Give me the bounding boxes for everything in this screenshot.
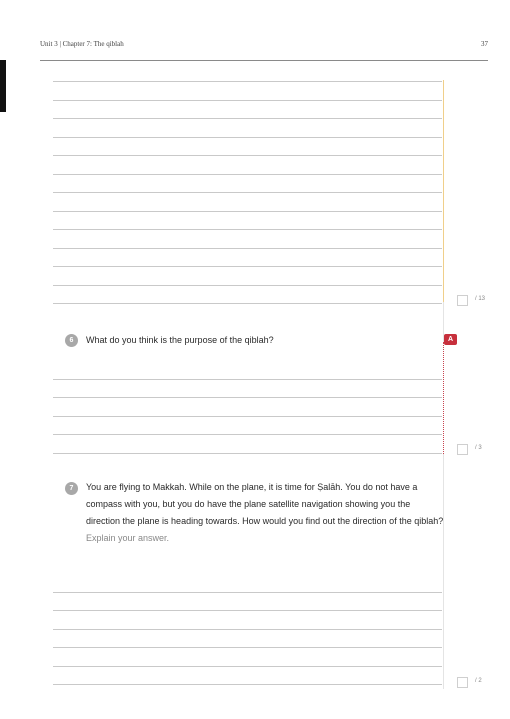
answer-line[interactable] xyxy=(53,416,442,417)
margin-rule-red xyxy=(443,342,444,454)
answer-line[interactable] xyxy=(53,229,442,230)
answer-line[interactable] xyxy=(53,610,442,611)
answer-line[interactable] xyxy=(53,629,442,630)
score-checkbox[interactable] xyxy=(457,295,468,306)
answer-line[interactable] xyxy=(53,453,442,454)
answer-line[interactable] xyxy=(53,118,442,119)
question-6-text: What do you think is the purpose of the qiblah? xyxy=(86,335,274,345)
answer-line[interactable] xyxy=(53,174,442,175)
answer-line[interactable] xyxy=(53,684,442,685)
question-number-6: 6 xyxy=(65,334,78,347)
answer-line[interactable] xyxy=(53,137,442,138)
question-number-7: 7 xyxy=(65,482,78,495)
answer-line[interactable] xyxy=(53,666,442,667)
score-checkbox[interactable] xyxy=(457,677,468,688)
score-box-3 xyxy=(457,677,497,689)
question-7 xyxy=(86,479,446,547)
answer-line[interactable] xyxy=(53,285,442,286)
answer-line[interactable] xyxy=(53,211,442,212)
answer-line[interactable] xyxy=(53,192,442,193)
answer-line[interactable] xyxy=(53,266,442,267)
answer-line[interactable] xyxy=(53,592,442,593)
answer-line[interactable] xyxy=(53,397,442,398)
score-box-1 xyxy=(457,295,497,307)
margin-rule-gold xyxy=(443,80,444,302)
question-7-instruction: Explain your answer. xyxy=(86,533,170,543)
assessment-badge: A xyxy=(444,334,457,345)
score-box-2 xyxy=(457,444,497,456)
answer-line[interactable] xyxy=(53,434,442,435)
chapter-tab xyxy=(0,60,6,112)
page-header xyxy=(40,38,488,61)
answer-line[interactable] xyxy=(53,100,442,101)
chapter-title: Unit 3 | Chapter 7: The qiblah xyxy=(40,40,124,48)
answer-line[interactable] xyxy=(53,155,442,156)
answer-line[interactable] xyxy=(53,303,442,304)
score-checkbox[interactable] xyxy=(457,444,468,455)
question-7-text: You are flying to Makkah. While on the plane, it is time for Ṣalāh. You do not have a compass with you, but you do have the plane satellite navigation showing you the direction the plane is heading towards. How would you find out the direction of the qiblah? xyxy=(86,482,444,526)
answer-line[interactable] xyxy=(53,81,442,82)
score-total: / 13 xyxy=(475,296,486,302)
score-total: / 2 xyxy=(475,678,482,684)
answer-line[interactable] xyxy=(53,248,442,249)
score-total: / 3 xyxy=(475,445,482,451)
answer-line[interactable] xyxy=(53,647,442,648)
answer-line[interactable] xyxy=(53,379,442,380)
page-number: 37 xyxy=(481,40,488,48)
